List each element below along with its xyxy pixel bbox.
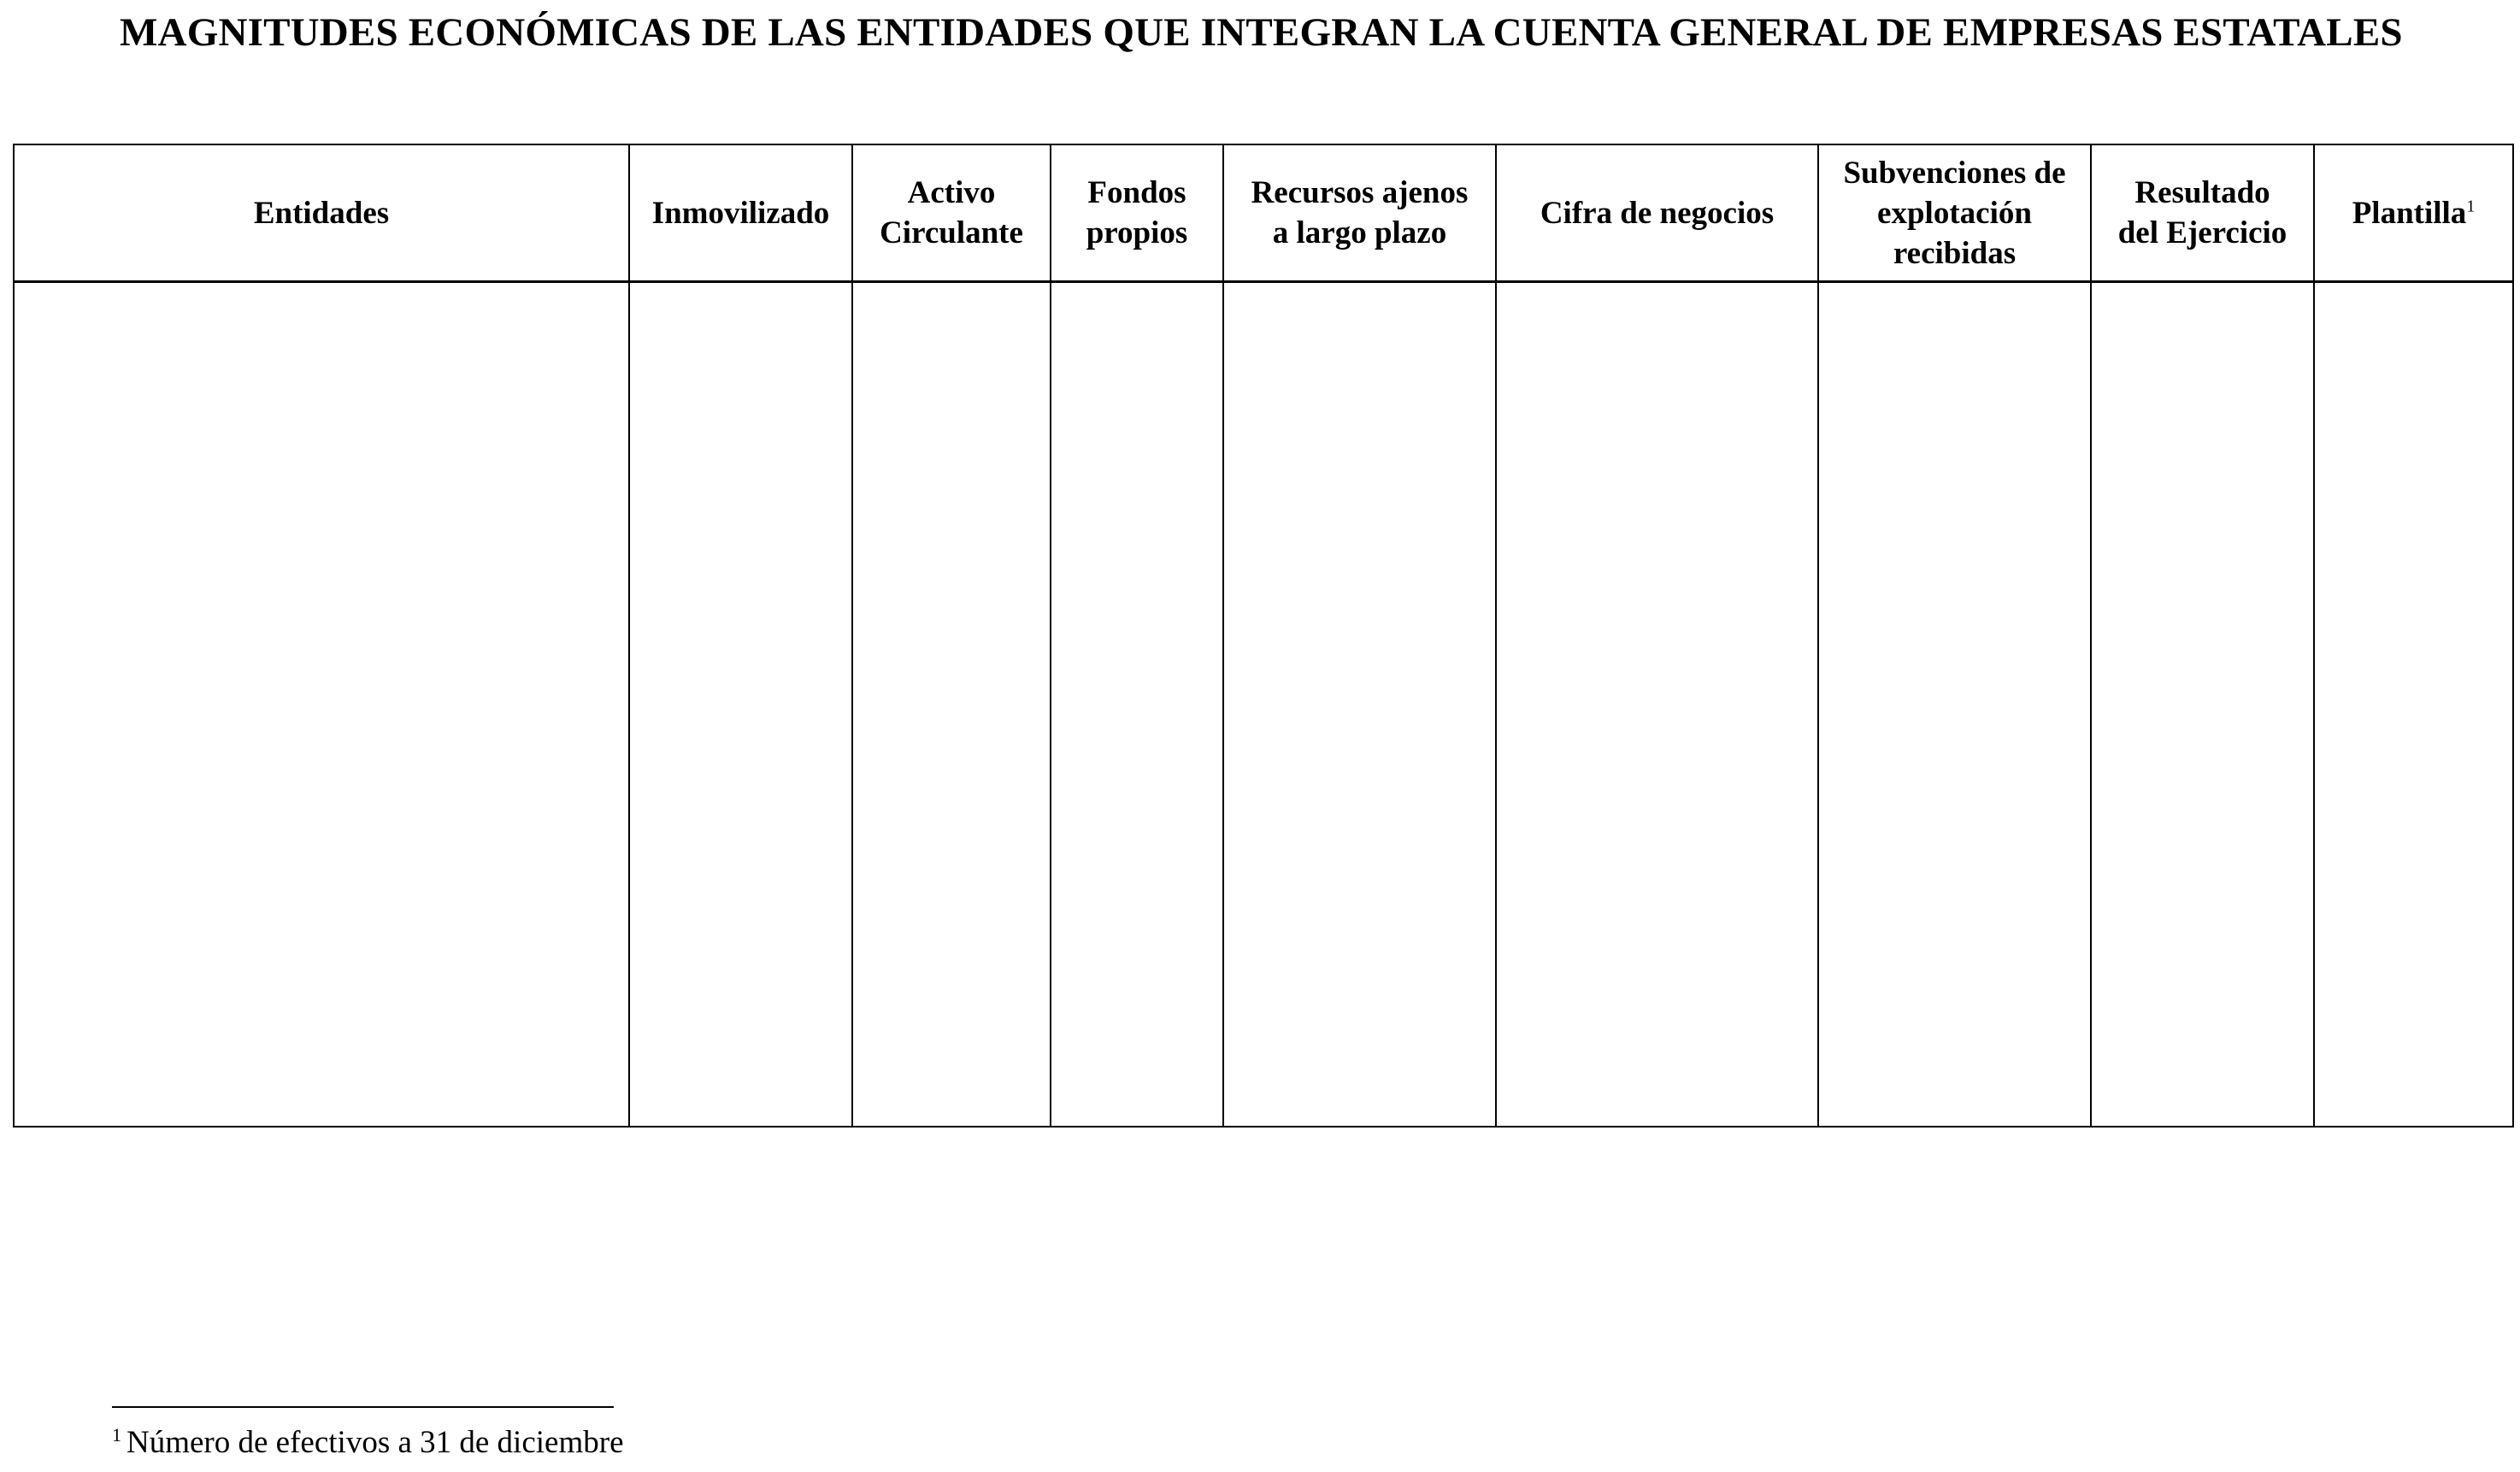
column-header-fondos-propios [1051, 144, 1223, 282]
column-header-label: Cifra de negocios [1540, 195, 1775, 231]
column-header-plantilla [2314, 144, 2513, 282]
column-header-label: Activo Circulante [880, 175, 1023, 250]
table-cell-recursos-ajenos [1223, 282, 1496, 1128]
footnote-separator [112, 1406, 614, 1408]
footnote-reference: 1 [2466, 197, 2476, 216]
table-cell-plantilla [2314, 282, 2513, 1128]
table-cell-activo-circulante [852, 282, 1051, 1128]
column-header-label: Fondos propios [1086, 175, 1188, 250]
column-header-label: Resultado del Ejercicio [2117, 175, 2287, 250]
column-header-label: Plantilla [2352, 195, 2467, 231]
column-header-resultado [2091, 144, 2314, 282]
footnote-text: Número de efectivos a 31 de diciembre [127, 1425, 624, 1460]
column-header-label: Recursos ajenos a largo plazo [1251, 175, 1469, 250]
column-header-subvenciones [1818, 144, 2091, 282]
table-cell-cifra-negocios [1496, 282, 1818, 1128]
column-header-inmovilizado [629, 144, 852, 282]
table-cell-entidades [14, 282, 629, 1128]
page-title: MAGNITUDES ECONÓMICAS DE LAS ENTIDADES QUE INTEGRAN LA CUENTA GENERAL DE EMPRESAS ESTATALES [120, 10, 2403, 55]
column-header-label: Subvenciones de explotación recibidas [1843, 155, 2066, 271]
table-cell-resultado [2091, 282, 2314, 1128]
magnitudes-table [13, 144, 2514, 1128]
table-cell-fondos-propios [1051, 282, 1223, 1128]
table-cell-subvenciones [1818, 282, 2091, 1128]
column-header-recursos-ajenos [1223, 144, 1496, 282]
table-cell-inmovilizado [629, 282, 852, 1128]
table-header-row [14, 144, 2513, 282]
column-header-entidades [14, 144, 629, 282]
footnote-marker: 1 [112, 1423, 121, 1446]
column-header-cifra-negocios [1496, 144, 1818, 282]
column-header-activo-circulante [852, 144, 1051, 282]
footnote [112, 1422, 624, 1463]
magnitudes-table-container [13, 144, 2512, 1128]
table-row-empty [14, 282, 2513, 1128]
column-header-label: Entidades [253, 195, 390, 231]
column-header-label: Inmovilizado [651, 195, 830, 231]
